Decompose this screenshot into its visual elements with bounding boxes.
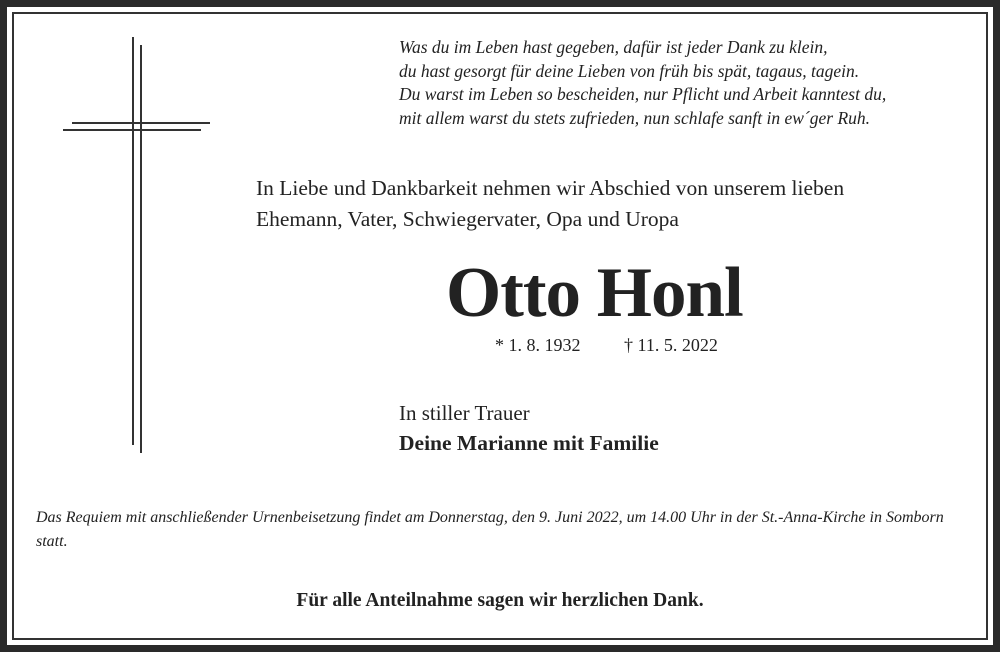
death-date: † 11. 5. 2022	[624, 335, 718, 355]
poem-line: Du warst im Leben so bescheiden, nur Pflicht und Arbeit kanntest du,	[399, 84, 887, 104]
poem-line: Was du im Leben hast gegeben, dafür ist jeder Dank zu klein,	[399, 37, 828, 57]
deceased-name: Otto Honl	[446, 254, 743, 332]
mourning-line: In stiller Trauer	[399, 401, 530, 425]
thanks-line: Für alle Anteilnahme sagen wir herzlichen Dank.	[296, 590, 704, 611]
requiem-notice: Das Requiem mit anschließender Urnenbeisetzung findet am Donnerstag, den 9. Juni 2022, um 14.00 Uhr in der St.-Anna-Kirche in Somborn statt.	[36, 509, 944, 550]
poem-line: du hast gesorgt für deine Lieben von früh bis spät, tagaus, tagein.	[399, 60, 860, 81]
poem	[399, 36, 886, 130]
mourners-name: Deine Marianne mit Familie	[399, 431, 659, 455]
intro-line: In Liebe und Dankbarkeit nehmen wir Abschied von unserem lieben	[256, 176, 845, 200]
poem-line: mit allem warst du stets zufrieden, nun schlafe sanft in ew´ger Ruh.	[399, 107, 871, 128]
birth-date: * 1. 8. 1932	[495, 335, 581, 355]
intro-line: Ehemann, Vater, Schwiegervater, Opa und Uropa	[256, 207, 679, 231]
intro-text	[256, 173, 844, 235]
mourners-block	[399, 398, 659, 458]
